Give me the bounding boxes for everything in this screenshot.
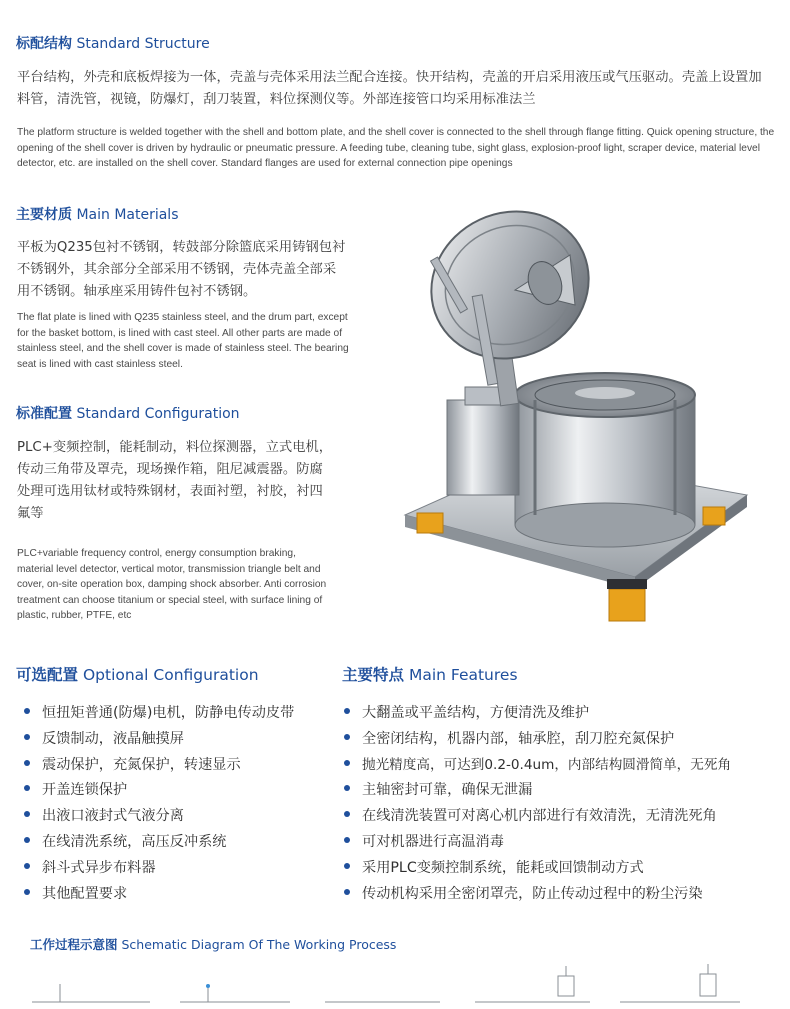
standard-configuration-heading-cn: 标准配置: [16, 406, 72, 422]
centrifuge-machine-image: [385, 195, 760, 635]
standard-structure-heading-en: Standard Structure: [76, 36, 210, 52]
working-process-heading: [30, 935, 396, 953]
list-item: 斜斗式异步布料器: [24, 856, 294, 882]
bullet-icon: [24, 863, 30, 869]
bullet-icon: [344, 734, 350, 740]
list-item: 大翻盖或平盖结构，方便清洗及维护: [344, 701, 731, 727]
bullet-icon: [24, 811, 30, 817]
list-item: 抛光精度高，可达到0.2-0.4um，内部结构圆滑简单，无死角: [344, 753, 731, 779]
bullet-icon: [24, 837, 30, 843]
bullet-icon: [344, 889, 350, 895]
standard-structure-heading: [16, 33, 210, 53]
list-item: 其他配置要求: [24, 882, 294, 908]
optional-configuration-heading-en: Optional Configuration: [82, 666, 259, 684]
bullet-icon: [344, 760, 350, 766]
list-item: 在线清洗装置可对离心机内部进行有效清洗，无清洗死角: [344, 804, 731, 830]
standard-structure-text-cn: 平台结构，外壳和底板焊接为一体，壳盖与壳体采用法兰配合连接。快开结构，壳盖的开启采用液压或气压驱动。壳盖上设置加料管，清洗管，视镜，防爆灯，刮刀装置，料位探测仪等。外部连接管口均采用标准法兰: [17, 70, 762, 107]
standard-configuration-heading: [16, 403, 240, 423]
list-item: 反馈制动，液晶触摸屏: [24, 727, 294, 753]
list-item: 全密闭结构，机器内部，轴承腔，刮刀腔充氮保护: [344, 727, 731, 753]
standard-structure-heading-cn: 标配结构: [16, 36, 72, 52]
main-materials-heading: [16, 204, 179, 224]
working-process-heading-cn: 工作过程示意图: [30, 937, 118, 952]
main-materials-text-cn: 平板为Q235包衬不锈钢，转鼓部分除篮底采用铸钢包衬不锈钢外，其余部分全部采用不锈钢，壳体壳盖全部采用不锈钢。轴承座采用铸件包衬不锈钢。: [17, 240, 346, 299]
list-item: 采用PLC变频控制系统，能耗或回馈制动方式: [344, 856, 731, 882]
list-item: 主轴密封可靠，确保无泄漏: [344, 778, 731, 804]
main-materials-text-en: The flat plate is lined with Q235 stainless steel, and the drum part, except for the basket bottom, is lined with cast steel. All other parts are made of stainless steel, and the shell cover is made of stainless steel. The bearing seat is lined with cast stainless steel.: [17, 312, 349, 370]
bullet-icon: [24, 760, 30, 766]
main-features-list: [344, 701, 731, 907]
standard-structure-text-en: The platform structure is welded together with the shell and bottom plate, and the shell cover is connected to the shell through flange fitting. Quick opening structure, the opening of the shell cover is driven by hydraulic or pneumatic pressure. A feeding tube, cleaning tube, sight glass, explosion-proof light, scraper device, material level detector, etc. are installed on the shell cover. Standard flanges are used for external connection pipe openings: [17, 127, 775, 170]
list-item: 震动保护，充氮保护，转速显示: [24, 753, 294, 779]
main-features-heading: [342, 663, 518, 685]
bullet-icon: [344, 863, 350, 869]
list-item: 传动机构采用全密闭罩壳，防止传动过程中的粉尘污染: [344, 882, 731, 908]
bullet-icon: [24, 708, 30, 714]
main-materials-heading-en: Main Materials: [76, 207, 179, 223]
bullet-icon: [24, 785, 30, 791]
working-process-heading-en: Schematic Diagram Of The Working Process: [121, 937, 397, 952]
optional-configuration-list: [24, 701, 294, 907]
bullet-icon: [24, 734, 30, 740]
optional-configuration-heading-cn: 可选配置: [16, 666, 79, 684]
bullet-icon: [344, 708, 350, 714]
list-item: 可对机器进行高温消毒: [344, 830, 731, 856]
bullet-icon: [344, 785, 350, 791]
standard-configuration-text-cn: PLC+变频控制，能耗制动，料位探测器，立式电机，传动三角带及罩壳，现场操作箱，阻尼减震器。防腐处理可选用钛材或特殊钢材，表面衬塑，衬胶，衬四氟等: [17, 440, 333, 521]
main-materials-heading-cn: 主要材质: [16, 207, 72, 223]
main-features-heading-en: Main Features: [408, 666, 518, 684]
bullet-icon: [24, 889, 30, 895]
list-item: 出液口液封式气液分离: [24, 804, 294, 830]
optional-configuration-heading: [16, 663, 259, 685]
standard-configuration-text-en: PLC+variable frequency control, energy consumption braking, material level detector, vertical motor, transmission triangle belt and cover, on-site operation box, damping shock absorber. Anti corrosion treatment can choose titanium or special steel, with surface lining of plastic, rubber, PTFE, etc: [17, 548, 327, 622]
bullet-icon: [344, 837, 350, 843]
bullet-icon: [344, 811, 350, 817]
main-features-heading-cn: 主要特点: [342, 666, 405, 684]
list-item: 在线清洗系统，高压反冲系统: [24, 830, 294, 856]
standard-configuration-heading-en: Standard Configuration: [76, 406, 240, 422]
list-item: 开盖连锁保护: [24, 778, 294, 804]
working-process-schematic: [20, 962, 770, 1009]
list-item: 恒扭矩普通(防爆)电机，防静电传动皮带: [24, 701, 294, 727]
